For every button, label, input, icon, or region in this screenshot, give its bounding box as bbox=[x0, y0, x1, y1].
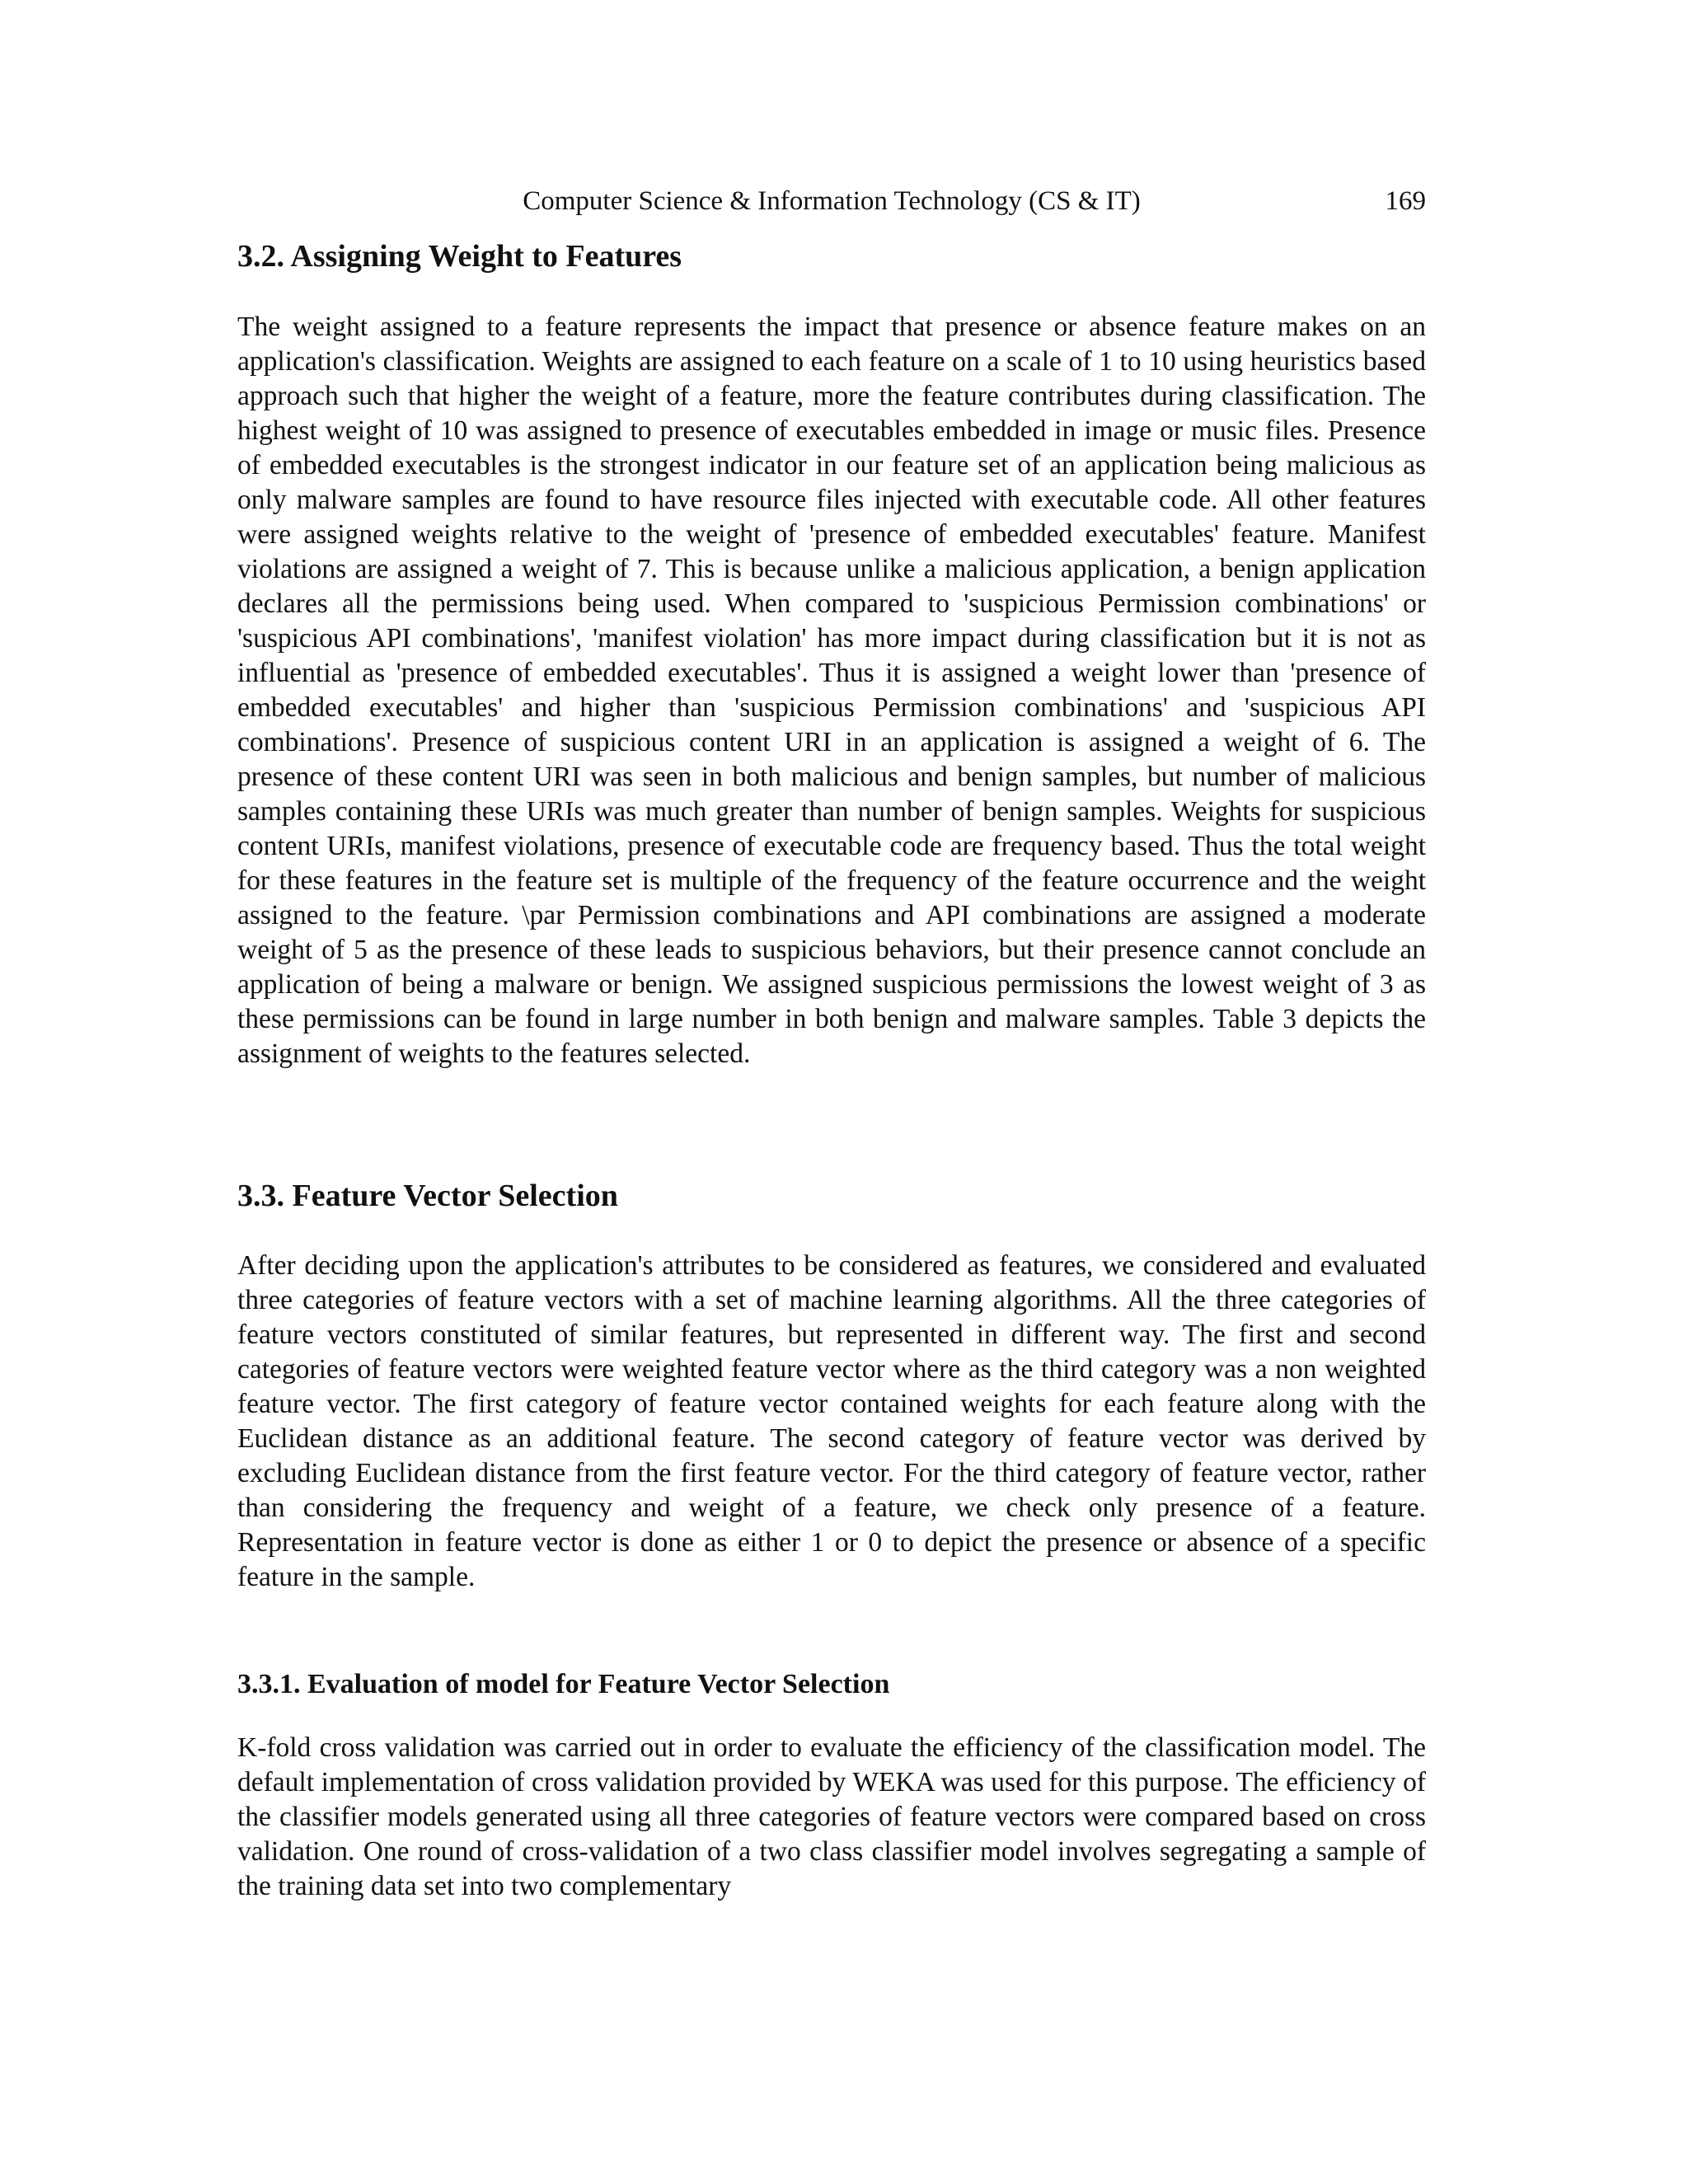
section-heading-3-3: 3.3. Feature Vector Selection bbox=[237, 1179, 618, 1213]
section-heading-3-2: 3.2. Assigning Weight to Features bbox=[237, 239, 682, 274]
subsection-heading-3-3-1: 3.3.1. Evaluation of model for Feature Vector Selection bbox=[237, 1669, 890, 1699]
journal-title: Computer Science & Information Technology (CS & IT) bbox=[523, 186, 1141, 216]
section-body-3-3: After deciding upon the application's attributes to be considered as features, we considered and evaluated three categories of feature vectors with a set of machine learning algorithms. All the three categories of feature vectors constituted of similar features, but represented in different way. The first and second categories of feature vectors were weighted feature vector where as the third category was a non weighted feature vector. The first category of feature vector contained weights for each feature along with the Euclidean distance as an additional feature. The second category of feature vector was derived by excluding Euclidean distance from the first feature vector. For the third category of feature vector, rather than considering the frequency and weight of a feature, we check only presence of a feature. Representation in feature vector is done as either 1 or 0 to depict the presence or absence of a specific feature in the sample. bbox=[237, 1250, 1426, 1592]
running-header bbox=[237, 183, 1426, 219]
section-body-3-2: The weight assigned to a feature represents the impact that presence or absence feature makes on an application's classification. Weights are assigned to each feature on a scale of 1 to 10 using heuristics based approach such that higher the weight of a feature, more the feature contributes during classification. The highest weight of 10 was assigned to presence of executables embedded in image or music files. Presence of embedded executables is the strongest indicator in our feature set of an application being malicious as only malware samples are found to have resource files injected with executable code. All other features were assigned weights relative to the weight of 'presence of embedded executables' feature. Manifest violations are assigned a weight of 7. This is because unlike a malicious application, a benign application declares all the permissions being used. When compared to 'suspicious Permission combinations' or 'suspicious API combinations', 'manifest violation' has more impact during classification but it is not as influential as 'presence of embedded executables'. Thus it is assigned a weight lower than 'presence of embedded executables' and higher than 'suspicious Permission combinations' and 'suspicious API combinations'. Presence of suspicious content URI in an application is assigned a weight of 6. The presence of these content URI was seen in both malicious and benign samples, but number of malicious samples containing these URIs was much greater than number of benign samples. Weights for suspicious content URIs, manifest violations, presence of executable code are frequency based. Thus the total weight for these features in the feature set is multiple of the frequency of the feature occurrence and the weight assigned to the feature. \par Permission combinations and API combinations are assigned a moderate weight of 5 as the presence of these leads to suspicious behaviors, but their presence cannot conclude an application of being a malware or benign. We assigned suspicious permissions the lowest weight of 3 as these permissions can be found in large number in both benign and malware samples. Table 3 depicts the assignment of weights to the features selected. bbox=[237, 312, 1426, 1069]
page-number: 169 bbox=[1385, 186, 1426, 216]
section-body-3-3-1: K-fold cross validation was carried out in order to evaluate the efficiency of the classification model. The default implementation of cross validation provided by WEKA was used for this purpose. The efficiency of the classifier models generated using all three categories of feature vectors were compared based on cross validation. One round of cross-validation of a two class classifier model involves segregating a sample of the training data set into two complementary bbox=[237, 1732, 1426, 1901]
